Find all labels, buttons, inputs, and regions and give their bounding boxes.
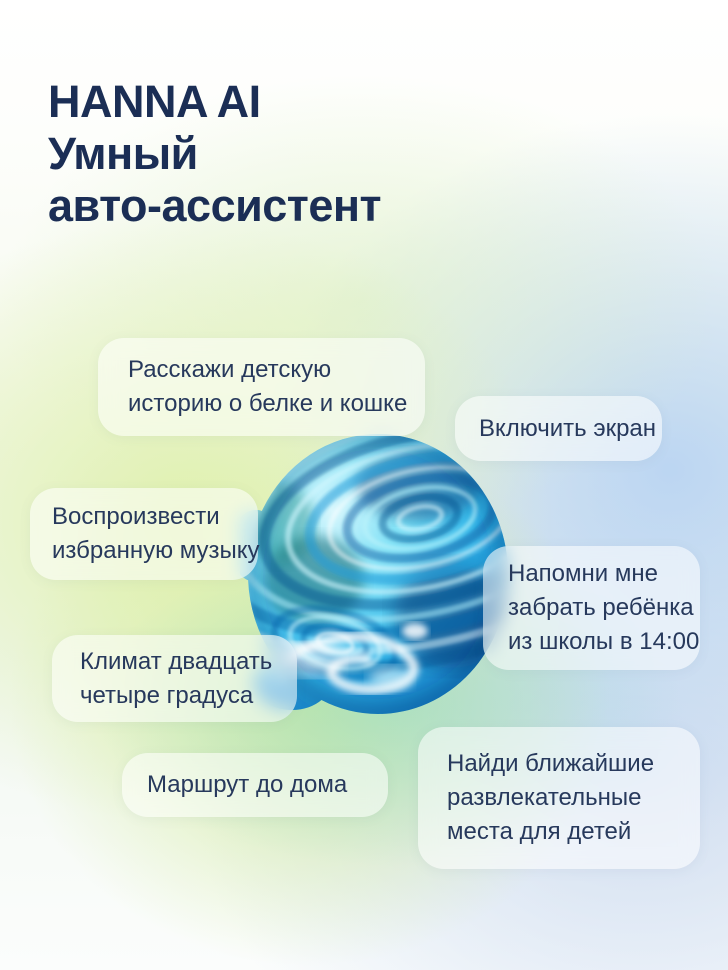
bubble-text-line: Климат двадцать (80, 647, 273, 675)
subtitle-line: Умный (48, 128, 198, 179)
app-name: HANNA AI (48, 76, 261, 127)
voice-command-bubble-places (418, 727, 700, 869)
bubble-text-line: развлекательные (447, 784, 642, 811)
bubble-text-line: места для детей (447, 818, 632, 845)
bubble-text-line: историю о белке и кошке (128, 390, 408, 417)
subtitle-line: авто-ассистент (48, 180, 382, 231)
bubble-text-line: четыре градуса (80, 681, 254, 709)
voice-command-bubble-music (30, 488, 258, 580)
bubble-text-line: Маршрут до дома (147, 771, 348, 798)
voice-command-bubble-reminder (483, 546, 700, 670)
title-block (48, 76, 381, 232)
voice-command-bubble-route (122, 753, 388, 817)
bubble-text-line: Воспроизвести (52, 503, 220, 530)
voice-command-bubble-screen (455, 396, 662, 461)
bubble-text-line: из школы в 14:00 (508, 628, 700, 655)
bubble-text-line: избранную музыку (52, 537, 260, 564)
voice-command-bubble-climate (52, 635, 297, 722)
bubble-text-line: Включить экран (479, 414, 657, 442)
voice-command-bubble-story (98, 338, 425, 436)
bubble-text-line: Напомни мне (508, 560, 658, 587)
bubble-text-line: Найди ближайшие (447, 750, 655, 777)
bubble-text-line: забрать ребёнка (508, 594, 694, 621)
bubble-text-line: Расскажи детскую (128, 356, 332, 383)
